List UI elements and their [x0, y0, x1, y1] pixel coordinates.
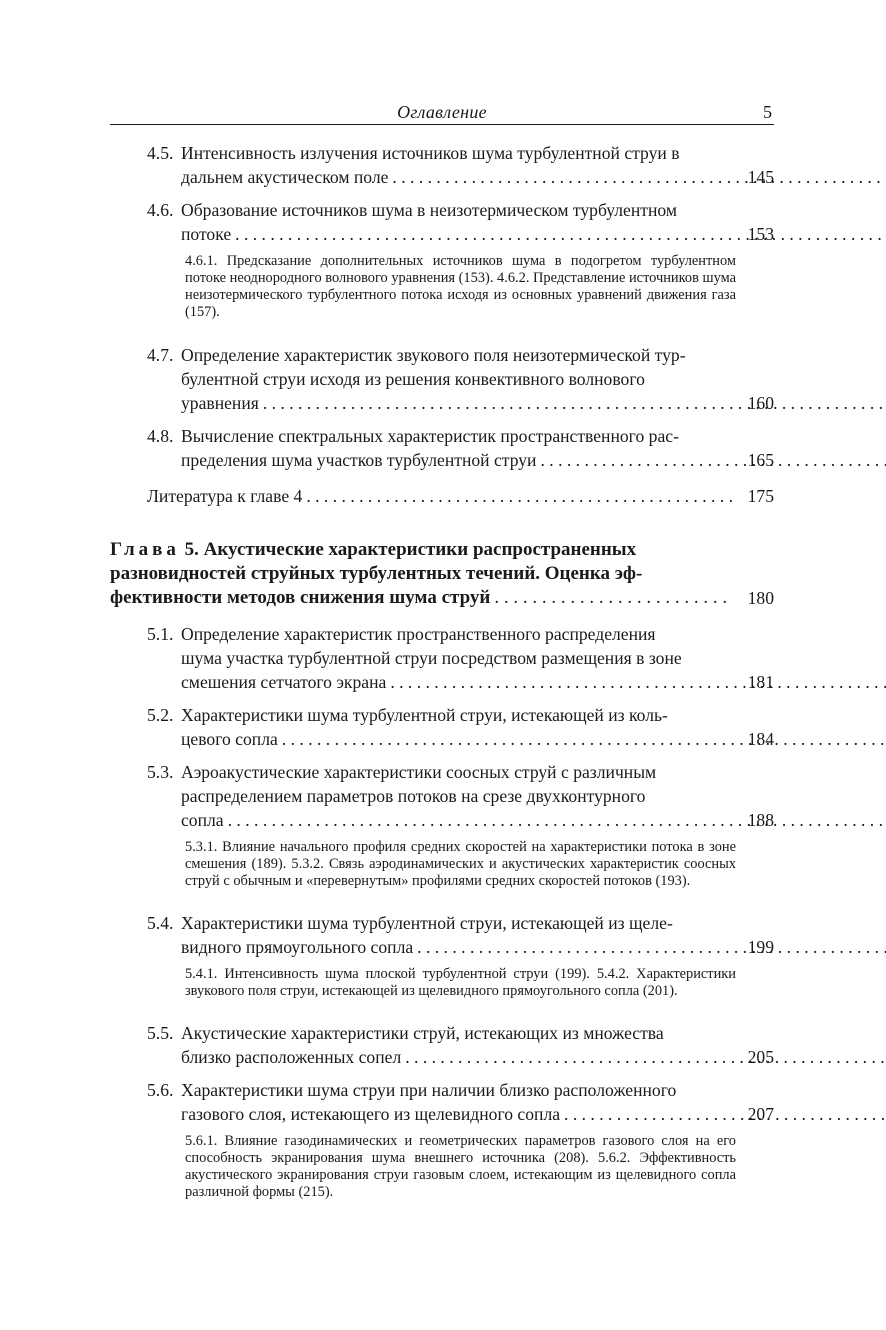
entry-last-line: газового слоя, истекающего из щелевидного сопла: [181, 1104, 561, 1124]
toc-entry-4-7[interactable]: [147, 343, 774, 415]
entry-line: Акустические характеристики струй, истекающих из множества: [181, 1023, 664, 1043]
toc-entry-5-4[interactable]: [147, 911, 774, 959]
entry-page: 188: [747, 810, 774, 830]
toc-entry-5-6[interactable]: [147, 1078, 774, 1126]
toc-entry-5-5[interactable]: [147, 1021, 774, 1069]
section-number: 5.5.: [147, 1023, 174, 1043]
entry-last-line: Литература к главе 4: [147, 486, 303, 506]
chapter-label: Глава: [110, 539, 180, 560]
leader-dots: [405, 1047, 886, 1067]
entry-page: 199: [747, 937, 774, 957]
entry-last-line: дальнем акустическом поле: [181, 167, 389, 187]
entry-page: 153: [747, 224, 774, 244]
entry-last-line: уравнения: [181, 393, 259, 413]
entry-last-line: сопла: [181, 810, 224, 830]
toc-entry-4-6[interactable]: [147, 198, 774, 246]
leader-dots: [392, 167, 886, 187]
entry-page: 205: [747, 1047, 774, 1067]
toc-chapter-5[interactable]: [110, 538, 774, 610]
chapter-page: 180: [747, 588, 774, 608]
entry-last-line: смешения сетчатого экрана: [181, 672, 387, 692]
section-number: 5.4.: [147, 913, 174, 933]
page-number: 5: [763, 102, 772, 122]
entry-line: Определение характеристик пространственного распределения: [181, 624, 656, 644]
entry-last-line: видного прямоугольного сопла: [181, 937, 414, 957]
entry-line: Характеристики шума турбулентной струи, истекающей из щеле-: [181, 913, 673, 933]
leader-dots: [494, 586, 732, 610]
leader-dots: [417, 937, 886, 957]
entry-last-line: потоке: [181, 224, 232, 244]
section-number: 5.3.: [147, 762, 174, 782]
entry-line: Интенсивность излучения источников шума турбулентной струи в: [181, 143, 680, 163]
toc-entry-5-1[interactable]: [147, 622, 774, 694]
chapter-line: разновидностей струйных турбулентных течений. Оценка эф-: [110, 563, 643, 584]
entry-line: Образование источников шума в неизотермическом турбулентном: [181, 200, 677, 220]
leader-dots: [306, 484, 732, 508]
leader-dots: [540, 450, 886, 470]
subsection-list-5-6: 5.6.1. Влияние газодинамических и геометрических параметров газового слоя на его способность экранирования шума внешнего источника (208). 5.6.2. Эффективность акустического экранирования струи газовым слоем, истекающим из щелевидного сопла различной формы (215).: [185, 1133, 736, 1200]
toc-entry-5-2[interactable]: [147, 703, 774, 751]
section-number: 5.2.: [147, 705, 174, 725]
subsection-list-5-4: 5.4.1. Интенсивность шума плоской турбулентной струи (199). 5.4.2. Характеристики звукового поля струи, истекающей из щелевидного прямоугольного сопла (201).: [185, 966, 736, 999]
entry-last-line: цевого сопла: [181, 729, 278, 749]
entry-line: распределением параметров потоков на срезе двухконтурного: [181, 786, 646, 806]
leader-dots: [235, 224, 886, 244]
entry-page: 207: [747, 1104, 774, 1124]
entry-line: шума участка турбулентной струи посредством размещения в зоне: [181, 648, 682, 668]
entry-line: булентной струи исходя из решения конвективного волнового: [181, 369, 645, 389]
toc-entry-literature-4[interactable]: [147, 484, 774, 508]
entry-line: Определение характеристик звукового поля неизотермической тур-: [181, 345, 686, 365]
subsection-list-4-6: 4.6.1. Предсказание дополнительных источников шума в подогретом турбулентном потоке неоднородного волнового уравнения (153). 4.6.2. Представление источников шума неизотермического турбулентного потока исходя из основных уравнений движения газа (157).: [185, 253, 736, 320]
entry-line: Характеристики шума турбулентной струи, истекающей из коль-: [181, 705, 668, 725]
leader-dots: [228, 810, 886, 830]
toc-entry-5-3[interactable]: [147, 760, 774, 832]
entry-last-line: близко расположенных сопел: [181, 1047, 402, 1067]
leader-dots: [263, 393, 886, 413]
entry-last-line: пределения шума участков турбулентной струи: [181, 450, 537, 470]
toc-entry-4-5[interactable]: [147, 141, 774, 189]
leader-dots: [564, 1104, 886, 1124]
entry-page: 145: [747, 167, 774, 187]
entry-page: 165: [747, 450, 774, 470]
leader-dots: [282, 729, 886, 749]
entry-page: 181: [747, 672, 774, 692]
running-title: Оглавление: [397, 102, 487, 122]
entry-page: 175: [747, 486, 774, 506]
entry-line: Вычисление спектральных характеристик пространственного рас-: [181, 426, 679, 446]
section-number: 4.7.: [147, 345, 174, 365]
running-header: [110, 98, 774, 125]
section-number: 5.6.: [147, 1080, 174, 1100]
section-number: 5.1.: [147, 624, 174, 644]
section-number: 4.8.: [147, 426, 174, 446]
section-number: 4.5.: [147, 143, 174, 163]
entry-page: 160: [747, 393, 774, 413]
leader-dots: [390, 672, 886, 692]
entry-line: Характеристики шума струи при наличии близко расположенного: [181, 1080, 677, 1100]
entry-page: 184: [747, 729, 774, 749]
chapter-last-line: фективности методов снижения шума струй: [110, 587, 491, 608]
section-number: 4.6.: [147, 200, 174, 220]
entry-line: Аэроакустические характеристики соосных струй с различным: [181, 762, 657, 782]
toc-entry-4-8[interactable]: [147, 424, 774, 472]
subsection-list-5-3: 5.3.1. Влияние начального профиля средних скоростей на характеристики потока в зоне смешения (189). 5.3.2. Связь аэродинамических и акустических характеристик соосных струй с обычным и «перевернутым» профилями средних скоростей потоков (193).: [185, 839, 736, 889]
chapter-line: 5. Акустические характеристики распространенных: [184, 539, 637, 560]
toc-page: [110, 98, 774, 1201]
